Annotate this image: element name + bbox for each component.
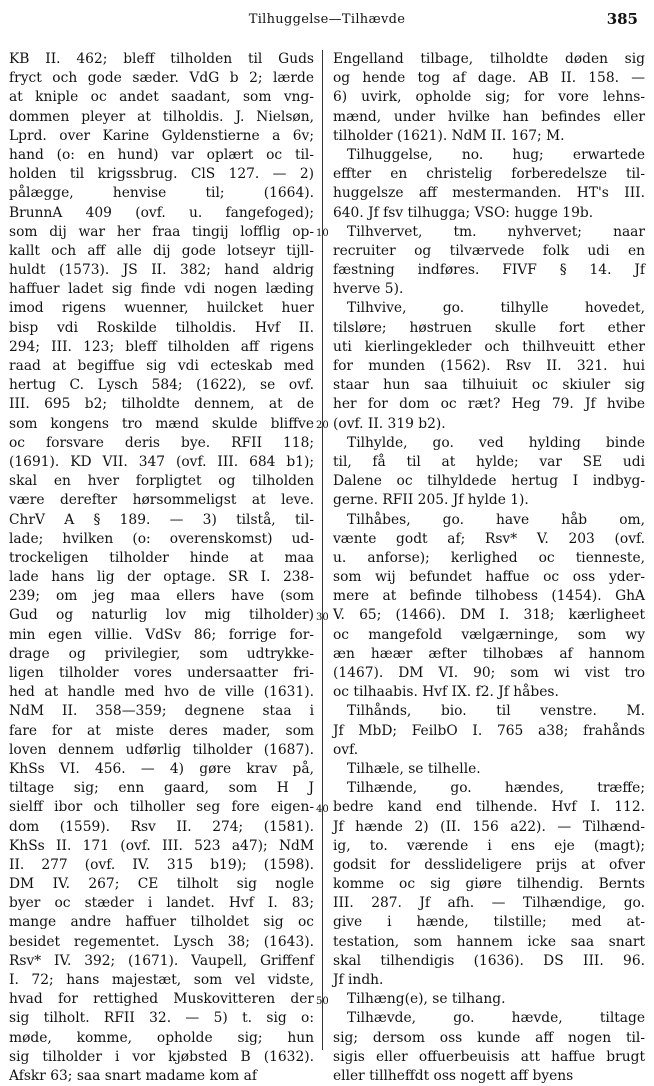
text-line: 6) uvirk, opholde sig; for vore lehns- [333,89,645,106]
text-line: Tilhylde, go. ved hylding binde [347,434,645,451]
text-line: hertug C. Lysch 584; (1622), se ovf. [9,377,314,394]
text-line: KhSs II. 171 (ovf. III. 523 a47); NdM [9,837,314,854]
text-line: DM IV. 267; CE tilholt sig nogle [9,876,314,893]
running-head: Tilhuggelse—Tilhævde [248,12,406,27]
text-line: Tilhåbes, go. have håb om, [347,511,645,528]
text-line: loven dennem udførlig tilholder (1687). [9,741,314,758]
text-line: give i hænde, tilstille; med at- [333,914,645,931]
text-line: for munden (1562). Rsv II. 321. hui [333,358,645,374]
text-line: oc tilhaabis. Hvf IX. f2. Jf håbes. [333,684,559,701]
line-number: 10 [316,228,329,239]
text-line: vænte godt af; Rsv* V. 203 (ovf. [333,530,645,547]
text-line: skal en hver forpligtet og tilholden [9,473,314,490]
text-line: Engelland tilbage, tilholdte døden sig [333,51,645,67]
right-column [333,50,645,1084]
text-line: Tilhvive, go. tilhylle hovedet, [347,300,645,317]
text-line: fryct och gode sæder. VdG b 2; lærde [9,70,314,87]
text-line: (ovf. II. 319 b2). [333,415,446,432]
text-line: Tilhæng(e), se tilhang. [347,991,506,1008]
text-line: 239; om jeg maa ellers have (som [9,588,314,605]
text-line: som dij war her fraa tingij lofflig op- [9,223,314,240]
text-line: tiltage sig; enn gaard, som H J [9,780,314,797]
text-line: Tilhænde, go. hændes, træffe; [347,780,645,797]
text-line: Tilhuggelse, no. hug; erwartede [347,146,645,163]
text-line: fare for at miste deres mader, som [9,722,314,739]
text-line: eller tillheffdt oss nogett aff byens [333,1067,574,1084]
text-line: ChrV A § 189. — 3) tilstå, til- [9,511,314,528]
text-line: Tilhævde, go. hævde, tiltage [347,1010,645,1027]
left-column [9,50,314,1084]
text-line: fæstning indføres. FIVF § 14. Jf [333,262,645,279]
text-line: mænd, under hvilke han befindes eller [333,108,645,125]
text-line: (1691). KD VII. 347 (ovf. III. 684 b1); [9,453,314,470]
text-line: Tilhæle, se tilhelle. [347,760,481,777]
text-line: tilholder (1621). NdM II. 167; M. [333,127,565,144]
text-line: imod rigens wuenner, huilcket huer [9,300,314,317]
text-line: Jf hænde 2) (II. 156 a22). — Tilhænd- [333,818,645,835]
text-line: Tilhånds, bio. til venstre. M. [347,703,645,720]
text-line: I. 72; hans majestæt, som vel vidste, [9,972,314,988]
text-line: skal tilhendigis (1636). DS III. 96. [333,952,645,969]
text-line: drage og privilegier, som udtrykke- [9,645,314,662]
text-line: lade hans lig der optage. SR I. 238- [9,569,314,586]
text-line: BrunnA 409 (ovf. u. fangefoged); [9,204,314,221]
text-line: III. 287. Jf afh. — Tilhændige, go. [333,895,645,912]
text-line: hvad for rettighed Muskovitteren der [9,991,314,1008]
text-line: uti kierlingekleder och thilhveuitt ether [333,338,645,355]
text-line: pålægge, henvise til; (1664). [9,185,314,202]
text-line: staar hun saa tilhuiuit oc skiuler sig [333,377,645,394]
text-line: II. 277 (ovf. IV. 315 b19); (1598). [9,856,314,873]
line-number: 30 [316,612,329,623]
text-line: huggelsze aff mestermanden. HT's III. [333,185,645,202]
text-line: godsit for desslideligere prijs at ofver [333,856,645,873]
text-line: besidet regementet. Lysch 38; (1643). [9,933,314,950]
text-line: oc forsvare deris bye. RFII 118; [9,434,314,451]
text-line: lade; hvilken (o: overenskomst) ud- [9,530,314,547]
text-line: byer oc stæder i landet. Hvf I. 83; [9,895,314,912]
text-line: som wij befundet haffue oc oss yder- [333,569,645,586]
text-line: komme oc sig giøre tilhendig. Bernts [333,876,645,893]
text-line: Dalene oc tilhyldede hertug I indbyg- [333,473,645,490]
text-line: hed at handle med hvo de ville (1631). [9,684,314,701]
text-line: kallt och aff alle dij gode lotseyr tijll- [9,242,314,259]
text-line: til, få til at hylde; var SE udi [333,453,645,470]
text-line: KB II. 462; bleff tilholden til Guds [9,51,314,67]
line-number: 40 [316,804,329,815]
text-line: dom (1559). Rsv II. 274; (1581). [9,818,314,835]
text-line: ligen tilholder vores undersaatter fri- [9,665,314,681]
text-line: sig tilholt. RFII 32. — 5) t. sig o: [9,1010,314,1027]
text-line: gerne. RFII 205. Jf hylde 1). [333,492,529,509]
line-number: 50 [316,996,329,1007]
text-line: æn hæær æfter tilhobæs af hannom [333,645,645,662]
page-header [0,12,654,34]
text-line: sigis eller offuerbeuisis att haffue brugt [333,1048,645,1065]
column-divider [322,50,323,1050]
text-line: hverve 5). [333,281,404,298]
text-line: sielff ibor och tilholler seg fore eigen- [9,799,314,816]
text-line: 294; III. 123; bleff tilholden aff rigens [9,338,314,355]
text-line: være derefter hørsommeligst at leve. [9,492,314,509]
text-line: møde, komme, opholde sig; hun [9,1029,314,1046]
text-line: 640. Jf fsv tilhugga; VSO: hugge 19b. [333,204,594,221]
text-line: bisp vdi Roskilde tilholdis. Hvf II. [9,319,314,336]
text-line: Lprd. over Karine Gyldenstierne a 6v; [9,127,314,144]
text-line: ig, to. værende i ens eje (magt); [333,837,645,854]
text-line: min egen villie. VdSv 86; forrige for- [9,626,314,643]
text-line: Jf indh. [333,972,384,988]
text-line: holden til krigssbrug. ClS 127. — 2) [9,166,314,183]
text-line: huldt (1573). JS II. 382; hand aldrig [9,262,314,279]
text-line: at kniple oc andet saadant, som vng- [9,89,314,106]
text-line: sig tilholder i vor kjøbsted B (1632). [9,1048,314,1065]
text-line: oc mangefold vælgærninge, som wy [333,626,645,643]
text-line: KhSs VI. 456. — 4) gøre krav på, [9,760,314,777]
text-line: (1467). DM VI. 90; som wi vist tro [333,665,645,681]
text-line: NdM II. 358—359; degnene staa i [9,703,314,720]
text-line: Tilhvervet, tm. nyhvervet; naar [347,223,645,240]
text-line: mange andre haffuer tilholdet sig oc [9,914,314,931]
page-number: 385 [606,10,638,28]
text-line: recruiter og tilværvede folk udi en [333,242,645,259]
line-number: 20 [316,420,329,431]
text-line: dommen pleyer at tilholdis. J. Nielsøn, [9,108,314,125]
text-line: og hende tog af dage. AB II. 158. — [333,70,645,87]
text-line: Gud og naturlig lov mig tilholder) [9,607,314,624]
text-line: raad at begiffue sig vdi ecteskab med [9,358,314,374]
text-line: hand (o: en hund) var oplært oc til- [9,146,314,163]
text-line: tilsløre; høstruen skulle fort ether [333,319,645,336]
text-line: Jf MbD; FeilbO I. 765 a38; frahånds [333,722,645,739]
text-line: sig; dersom oss kunde aff nogen til- [333,1029,645,1046]
text-line: bedre kand end tilhende. Hvf I. 112. [333,799,645,816]
text-line: ovf. [333,741,359,758]
text-line: III. 695 b2; tilholdte dennem, at de [9,396,314,413]
text-line: Afskr 63; saa snart madame kom af [9,1067,257,1084]
text-line: effter en christelig forberedelsze til- [333,166,645,183]
text-line: u. anforse); kerlighed oc tienneste, [333,549,645,566]
text-line: her for dom oc ræt? Heg 79. Jf hvibe [333,396,645,413]
text-line: Rsv* IV. 392; (1671). Vaupell, Griffenf [9,952,314,969]
text-line: trockeligen tilholder hinde at maa [9,549,314,566]
text-line: mere at befinde tilhobess (1454). GhA [333,588,645,605]
text-line: haffuer ladet sig finde vdi nogen læding [9,281,314,298]
text-line: som kongens tro mænd skulde bliffve [9,415,314,432]
text-line: V. 65; (1466). DM I. 318; kærligheet [333,607,645,624]
text-line: testation, som hannem icke saa snart [333,933,645,950]
